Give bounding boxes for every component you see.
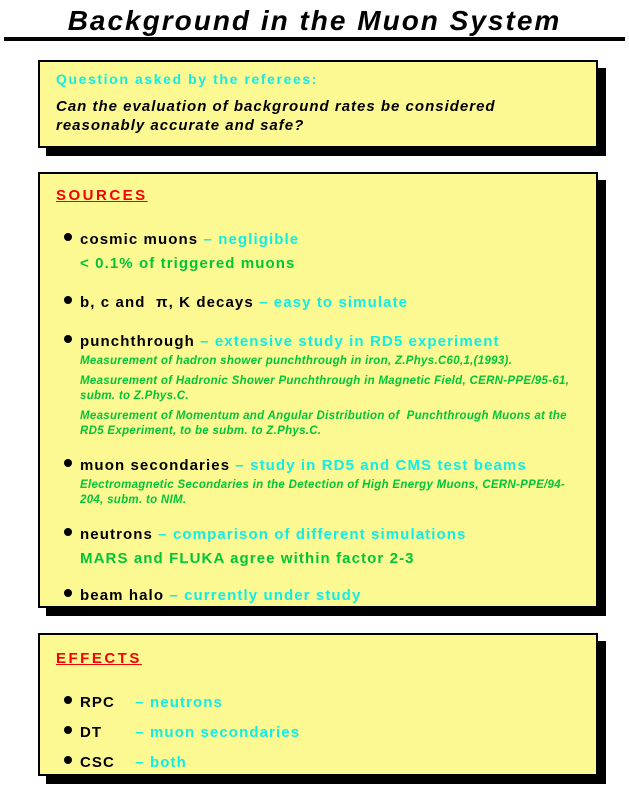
effects-box: [38, 633, 598, 776]
source-desc: – currently under study: [169, 587, 362, 604]
source-item-decays: [56, 292, 580, 313]
source-term: neutrons: [80, 526, 153, 543]
effect-item-rpc: [56, 692, 580, 713]
source-term: beam halo: [80, 587, 165, 604]
source-item-neutrons: [56, 524, 580, 545]
effect-desc: – both: [135, 754, 187, 771]
source-item-muon-secondaries: [56, 455, 580, 476]
effect-term: CSC: [80, 754, 115, 771]
effect-item-dt: [56, 722, 580, 743]
source-term: cosmic muons: [80, 231, 199, 248]
source-item-cosmic-muons: [56, 229, 580, 250]
bullet-icon: [64, 589, 72, 597]
sources-box: [38, 172, 598, 608]
bullet-icon: [64, 696, 72, 704]
effects-heading: EFFECTS: [56, 650, 142, 667]
bullet-icon: [64, 335, 72, 343]
effect-desc: – neutrons: [135, 694, 223, 711]
bullet-icon: [64, 726, 72, 734]
question-box: [38, 60, 598, 148]
sources-heading: SOURCES: [56, 187, 148, 204]
reference: Measurement of Hadronic Shower Punchthrough in Magnetic Field, CERN-PPE/95-61, subm. to Z.Phys.C.: [80, 375, 570, 402]
bullet-icon: [64, 756, 72, 764]
source-item-punchthrough: [56, 331, 580, 352]
source-references: [56, 354, 580, 439]
source-item-beam-halo: [56, 585, 580, 606]
reference: Measurement of hadron shower punchthrough in iron, Z.Phys.C60,1,(1993).: [80, 355, 513, 367]
title-underline: [4, 37, 625, 41]
page-title: Background in the Muon System: [67, 5, 562, 36]
effect-item-csc: [56, 752, 580, 773]
bullet-icon: [64, 459, 72, 467]
bullet-icon: [64, 528, 72, 536]
source-desc: – study in RD5 and CMS test beams: [235, 457, 527, 474]
question-body: Can the evaluation of background rates be considered reasonably accurate and safe?: [56, 98, 496, 134]
source-references: [56, 478, 580, 508]
question-heading: Question asked by the referees:: [56, 71, 319, 87]
bullet-icon: [64, 233, 72, 241]
source-desc: – easy to simulate: [259, 294, 409, 311]
source-term: b, c and π, K decays: [80, 294, 254, 311]
source-term: muon secondaries: [80, 457, 231, 474]
effect-term: RPC: [80, 694, 115, 711]
reference: Electromagnetic Secondaries in the Detection of High Energy Muons, CERN-PPE/94-204, subm. to NIM.: [80, 479, 566, 506]
effect-term: DT: [80, 724, 103, 741]
effect-desc: – muon secondaries: [135, 724, 301, 741]
source-term: punchthrough: [80, 333, 195, 350]
source-note: MARS and FLUKA agree within factor 2-3: [80, 550, 415, 567]
source-desc: – extensive study in RD5 experiment: [200, 333, 500, 350]
reference: Measurement of Momentum and Angular Distribution of Punchthrough Muons at the RD5 Experiment, to be subm. to Z.Phys.C.: [80, 410, 567, 437]
bullet-icon: [64, 296, 72, 304]
source-desc: – negligible: [203, 231, 300, 248]
source-note: < 0.1% of triggered muons: [80, 255, 296, 272]
source-desc: – comparison of different simulations: [158, 526, 467, 543]
